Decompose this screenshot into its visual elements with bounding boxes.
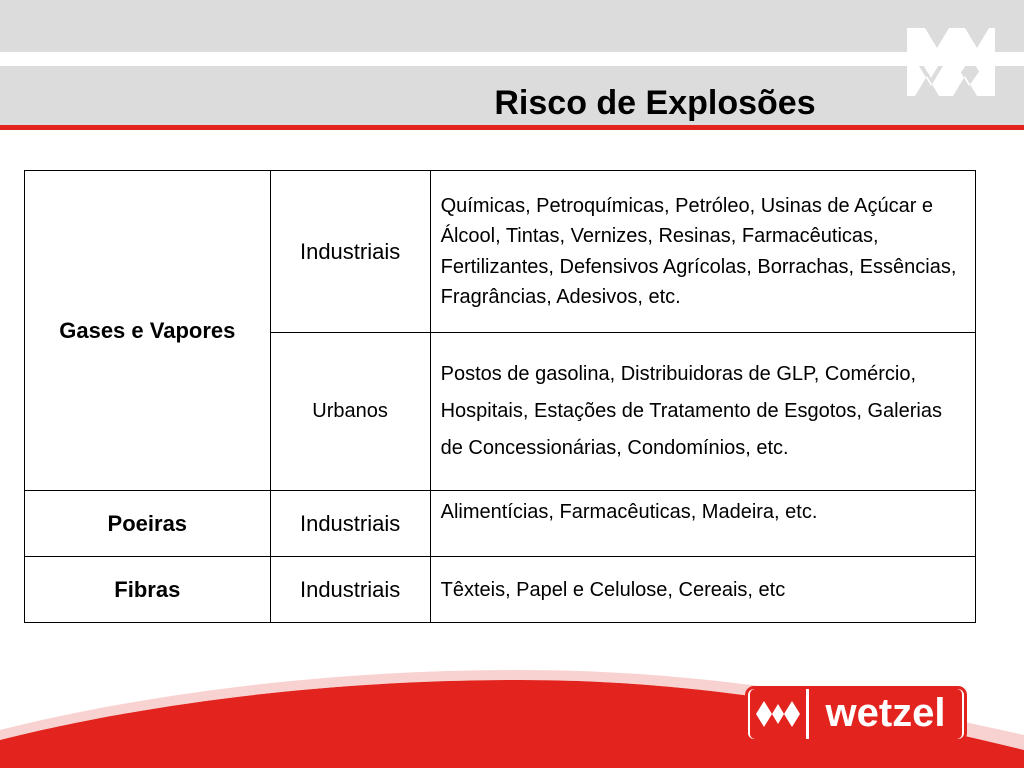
wetzel-logo-icon — [750, 689, 806, 739]
header-stripe-top — [0, 0, 1024, 52]
brand-logo-text: wetzel — [809, 689, 962, 739]
type-cell: Industriais — [270, 491, 430, 557]
table-row — [25, 491, 976, 557]
examples-cell: Têxteis, Papel e Celulose, Cereais, etc — [430, 557, 975, 623]
category-cell: Gases e Vapores — [25, 171, 271, 491]
examples-cell: Químicas, Petroquímicas, Petróleo, Usinas de Açúcar e Álcool, Tintas, Vernizes, Resinas, Farmacêuticas, Fertilizantes, Defensivos Agrícolas, Borrachas, Essências, Fragrâncias, Adesivos, etc. — [430, 171, 975, 333]
examples-cell: Postos de gasolina, Distribuidoras de GLP, Comércio, Hospitais, Estações de Tratamento de Esgotos, Galerias de Concessionárias, Condomínios, etc. — [430, 333, 975, 491]
examples-cell: Alimentícias, Farmacêuticas, Madeira, etc. — [430, 491, 975, 557]
type-cell: Urbanos — [270, 333, 430, 491]
page-title: Risco de Explosões — [494, 84, 816, 122]
type-cell: Industriais — [270, 557, 430, 623]
wetzel-wave-icon — [903, 18, 999, 102]
table-row — [25, 171, 976, 333]
type-cell: Industriais — [270, 171, 430, 333]
header-red-line — [0, 125, 1024, 130]
brand-logo — [745, 686, 967, 742]
table-row — [25, 557, 976, 623]
category-cell: Fibras — [25, 557, 271, 623]
risk-table — [24, 170, 976, 623]
category-cell: Poeiras — [25, 491, 271, 557]
